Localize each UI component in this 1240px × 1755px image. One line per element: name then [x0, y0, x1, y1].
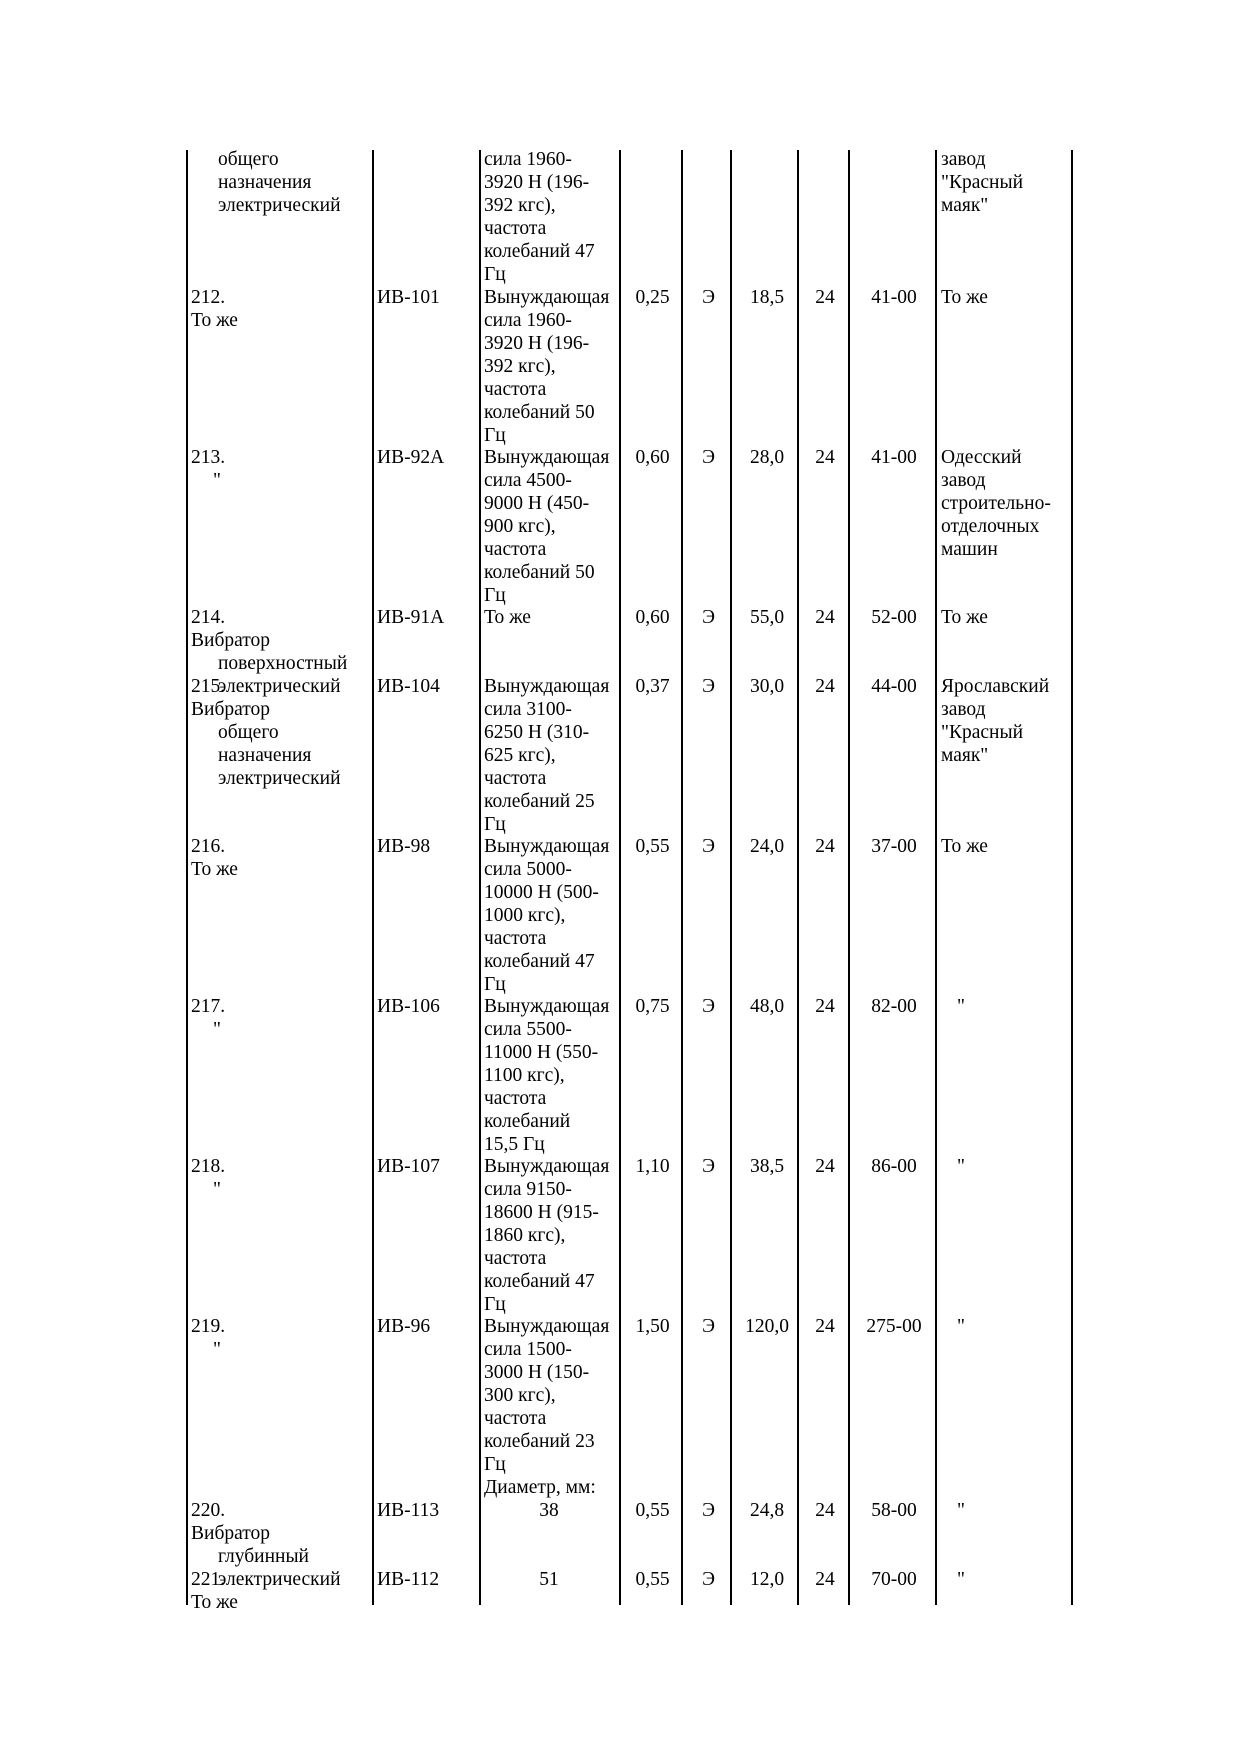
drive-type-cell: Э — [702, 836, 715, 857]
item-name-cell — [191, 835, 371, 881]
characteristics-line: 38 — [539, 1500, 559, 1521]
characteristics-line: Вынуждающая — [484, 1156, 610, 1177]
characteristics-line: сила 5500- — [484, 1019, 572, 1040]
power-cell: 0,75 — [635, 996, 670, 1017]
model-cell: ИВ-113 — [377, 1500, 440, 1521]
manufacturer-cell — [941, 675, 1071, 767]
characteristics-line: Вынуждающая — [484, 1316, 610, 1337]
column-rule — [730, 150, 732, 1605]
characteristics-line: частота — [484, 768, 547, 789]
quantity-cell: 24 — [815, 287, 835, 308]
model-cell: ИВ-98 — [377, 836, 431, 857]
model-cell: ИВ-106 — [377, 996, 440, 1017]
characteristics-cell — [484, 1499, 622, 1522]
drive-type-cell: Э — [702, 447, 715, 468]
manufacturer-cell — [941, 286, 1071, 309]
item-number: 215. — [191, 676, 226, 697]
power-cell: 0,55 — [635, 1500, 670, 1521]
quantity-cell: 24 — [815, 1156, 835, 1177]
characteristics-line: 51 — [539, 1569, 559, 1590]
characteristics-line: 15,5 Гц — [484, 1134, 545, 1155]
power-cell: 0,60 — [635, 607, 670, 628]
item-number: 216. — [191, 836, 226, 857]
characteristics-line: Гц — [484, 585, 506, 606]
mass-cell: 38,5 — [749, 1156, 785, 1177]
model-cell: ИВ-104 — [377, 676, 440, 697]
characteristics-line: 300 кгс), — [484, 1385, 556, 1406]
item-name-cell — [191, 675, 371, 790]
manufacturer-line: маяк" — [941, 745, 989, 766]
characteristics-line: 1860 кгс), — [484, 1225, 566, 1246]
column-rule — [1071, 150, 1073, 1605]
item-name-line: электрический — [218, 676, 341, 697]
drive-type-cell: Э — [702, 1316, 715, 1337]
mass-cell: 28,0 — [749, 447, 785, 468]
item-name-line: общего — [218, 722, 279, 743]
manufacturer-line: строительно- — [941, 493, 1051, 514]
item-name-line — [191, 446, 371, 492]
item-name-cell — [191, 1568, 371, 1614]
item-name-line — [191, 835, 371, 881]
power-cell: 0,55 — [635, 1569, 670, 1590]
characteristics-line: колебаний 50 — [484, 402, 595, 423]
item-name-cell — [191, 148, 371, 217]
item-number: 217. — [191, 996, 226, 1017]
characteristics-line: колебаний 25 — [484, 791, 595, 812]
model-cell: ИВ-101 — [377, 287, 440, 308]
characteristics-line: Вынуждающая — [484, 836, 610, 857]
drive-type-cell: Э — [702, 287, 715, 308]
characteristics-line: Вынуждающая — [484, 996, 610, 1017]
characteristics-line: сила 1960- — [484, 149, 572, 170]
item-name-text: Вибратор — [191, 630, 271, 651]
item-name-text: " — [213, 1019, 221, 1040]
item-name-text: " — [213, 1339, 221, 1360]
drive-type-cell: Э — [702, 1156, 715, 1177]
item-name-text: " — [213, 470, 221, 491]
power-cell: 0,55 — [635, 836, 670, 857]
characteristics-line: 392 кгс), — [484, 195, 556, 216]
characteristics-line: сила 1960- — [484, 310, 572, 331]
quantity-cell: 24 — [815, 1316, 835, 1337]
manufacturer-line: "Красный — [941, 722, 1023, 743]
item-number: 221. — [191, 1569, 226, 1590]
characteristics-line: сила 4500- — [484, 470, 572, 491]
mass-cell: 30,0 — [749, 676, 785, 697]
characteristics-line: Гц — [484, 425, 506, 446]
item-number: 213. — [191, 447, 226, 468]
power-cell: 1,10 — [635, 1156, 670, 1177]
manufacturer-line: завод — [941, 699, 986, 720]
quantity-cell: 24 — [815, 836, 835, 857]
item-name-text: То же — [191, 1592, 238, 1613]
power-cell: 0,25 — [635, 287, 670, 308]
item-name-cell — [191, 995, 371, 1041]
mass-cell: 48,0 — [749, 996, 785, 1017]
characteristics-line: 9000 Н (450- — [484, 493, 590, 514]
item-name-line: электрический — [218, 768, 341, 789]
manufacturer-line: Одесский — [941, 447, 1022, 468]
characteristics-line: 3920 Н (196- — [484, 333, 590, 354]
characteristics-line: 392 кгс), — [484, 356, 556, 377]
price-cell: 52-00 — [871, 607, 917, 628]
price-cell: 82-00 — [871, 996, 917, 1017]
manufacturer-line: Ярославский — [941, 676, 1050, 697]
mass-cell: 120,0 — [745, 1316, 789, 1337]
characteristics-line: сила 9150- — [484, 1179, 572, 1200]
characteristics-line: 1100 кгс), — [484, 1065, 565, 1086]
column-rule — [935, 150, 937, 1605]
item-name-line — [191, 1315, 371, 1361]
characteristics-line: частота — [484, 928, 547, 949]
item-name-text: Вибратор — [191, 699, 271, 720]
characteristics-line: Вынуждающая — [484, 447, 610, 468]
characteristics-line: сила 5000- — [484, 859, 572, 880]
quantity-cell: 24 — [815, 1569, 835, 1590]
item-number: 218. — [191, 1156, 226, 1177]
item-name-line — [191, 1568, 371, 1614]
characteristics-line: Гц — [484, 1294, 506, 1315]
characteristics-cell — [484, 148, 622, 286]
characteristics-line: колебаний 47 — [484, 1271, 595, 1292]
mass-cell: 18,5 — [749, 287, 785, 308]
characteristics-line: сила 1500- — [484, 1339, 572, 1360]
characteristics-cell — [484, 835, 622, 996]
characteristics-line: частота — [484, 539, 547, 560]
power-cell: 0,37 — [635, 676, 670, 697]
item-name-text: То же — [191, 310, 238, 331]
item-number: 220. — [191, 1500, 226, 1521]
characteristics-line: 18600 Н (915- — [484, 1202, 599, 1223]
manufacturer-line: завод — [941, 149, 986, 170]
manufacturer-line: То же — [941, 836, 988, 857]
manufacturer-line: машин — [941, 539, 998, 560]
characteristics-line: частота — [484, 1408, 547, 1429]
manufacturer-cell — [941, 606, 1071, 629]
manufacturer-line: " — [957, 1316, 965, 1337]
mass-cell: 24,0 — [749, 836, 785, 857]
item-name-line — [191, 1155, 371, 1201]
manufacturer-line: " — [957, 1500, 965, 1521]
mass-cell: 55,0 — [749, 607, 785, 628]
column-rule — [372, 150, 374, 1605]
characteristics-line: колебаний 23 — [484, 1431, 595, 1452]
model-cell: ИВ-107 — [377, 1156, 440, 1177]
quantity-cell: 24 — [815, 607, 835, 628]
mass-cell: 24,8 — [749, 1500, 785, 1521]
manufacturer-cell — [941, 995, 1071, 1018]
characteristics-line: частота — [484, 218, 547, 239]
characteristics-line: Вынуждающая — [484, 287, 610, 308]
drive-type-cell: Э — [702, 676, 715, 697]
characteristics-line: 10000 Н (500- — [484, 882, 599, 903]
characteristics-cell — [484, 1315, 622, 1476]
item-name-line — [191, 286, 371, 332]
price-cell: 44-00 — [871, 676, 917, 697]
manufacturer-line: " — [957, 996, 965, 1017]
column-rule — [797, 150, 799, 1605]
price-cell: 275-00 — [866, 1316, 922, 1337]
characteristics-line: колебаний 47 — [484, 951, 595, 972]
column-rule — [186, 150, 188, 1605]
item-name-cell — [191, 1155, 371, 1201]
item-name-line — [191, 675, 371, 721]
column-rule — [479, 150, 481, 1605]
price-cell: 70-00 — [871, 1569, 917, 1590]
model-cell: ИВ-91А — [377, 607, 445, 628]
characteristics-cell — [484, 446, 622, 607]
manufacturer-line: отделочных — [941, 516, 1040, 537]
characteristics-line: Гц — [484, 814, 506, 835]
manufacturer-cell — [941, 1499, 1071, 1522]
characteristics-line: То же — [484, 607, 531, 628]
characteristics-line: Гц — [484, 974, 506, 995]
manufacturer-cell — [941, 1155, 1071, 1178]
item-name-cell — [191, 286, 371, 332]
characteristics-line: Диаметр, мм: — [484, 1477, 596, 1498]
model-cell: ИВ-112 — [377, 1569, 440, 1590]
price-cell: 41-00 — [871, 287, 917, 308]
item-number: 214. — [191, 607, 226, 628]
manufacturer-cell — [941, 1568, 1071, 1591]
item-name-line: поверхностный — [218, 653, 348, 674]
item-name-text: " — [213, 1179, 221, 1200]
item-name-cell — [191, 446, 371, 492]
characteristics-line: частота — [484, 1088, 547, 1109]
characteristics-cell — [484, 995, 622, 1156]
drive-type-cell: Э — [702, 996, 715, 1017]
characteristics-line: 1000 кгс), — [484, 905, 566, 926]
item-name-line: электрический — [218, 195, 341, 216]
manufacturer-cell — [941, 446, 1071, 561]
characteristics-line: сила 3100- — [484, 699, 572, 720]
quantity-cell: 24 — [815, 996, 835, 1017]
characteristics-line: колебаний 50 — [484, 562, 595, 583]
item-name-text: Вибратор — [191, 1523, 271, 1544]
model-cell: ИВ-96 — [377, 1316, 431, 1337]
characteristics-line: 900 кгс), — [484, 516, 556, 537]
item-name-text: То же — [191, 859, 238, 880]
manufacturer-cell — [941, 835, 1071, 858]
characteristics-cell — [484, 1476, 622, 1499]
price-cell: 37-00 — [871, 836, 917, 857]
manufacturer-line: маяк" — [941, 195, 989, 216]
drive-type-cell: Э — [702, 1569, 715, 1590]
drive-type-cell: Э — [702, 1500, 715, 1521]
item-name-line: общего — [218, 149, 279, 170]
characteristics-line: 6250 Н (310- — [484, 722, 590, 743]
mass-cell: 12,0 — [749, 1569, 785, 1590]
item-name-line: электрический — [218, 1569, 341, 1590]
manufacturer-line: " — [957, 1156, 965, 1177]
manufacturer-line: завод — [941, 470, 986, 491]
manufacturer-cell — [941, 1315, 1071, 1338]
characteristics-cell — [484, 675, 622, 836]
item-name-cell — [191, 1315, 371, 1361]
characteristics-line: Вынуждающая — [484, 676, 610, 697]
characteristics-line: 3920 Н (196- — [484, 172, 590, 193]
characteristics-line: 625 кгс), — [484, 745, 556, 766]
column-rule — [848, 150, 850, 1605]
item-name-line — [191, 606, 371, 652]
characteristics-line: частота — [484, 1248, 547, 1269]
column-rule — [681, 150, 683, 1605]
manufacturer-line: То же — [941, 607, 988, 628]
characteristics-line: 11000 Н (550- — [484, 1042, 599, 1063]
quantity-cell: 24 — [815, 676, 835, 697]
quantity-cell: 24 — [815, 447, 835, 468]
characteristics-line: колебаний 47 — [484, 241, 595, 262]
manufacturer-line: "Красный — [941, 172, 1023, 193]
manufacturer-cell — [941, 148, 1071, 217]
characteristics-line: 3000 Н (150- — [484, 1362, 590, 1383]
power-cell: 1,50 — [635, 1316, 670, 1337]
item-name-line — [191, 995, 371, 1041]
characteristics-line: Гц — [484, 1454, 506, 1475]
characteristics-cell — [484, 606, 622, 629]
characteristics-cell — [484, 286, 622, 447]
price-cell: 41-00 — [871, 447, 917, 468]
price-cell: 86-00 — [871, 1156, 917, 1177]
item-name-line: назначения — [218, 172, 312, 193]
manufacturer-line: " — [957, 1569, 965, 1590]
power-cell: 0,60 — [635, 447, 670, 468]
characteristics-line: колебаний — [484, 1111, 571, 1132]
model-cell: ИВ-92А — [377, 447, 445, 468]
quantity-cell: 24 — [815, 1500, 835, 1521]
manufacturer-line: То же — [941, 287, 988, 308]
characteristics-line: Гц — [484, 264, 506, 285]
characteristics-cell — [484, 1568, 622, 1591]
item-number: 212. — [191, 287, 226, 308]
item-name-line: назначения — [218, 745, 312, 766]
characteristics-line: частота — [484, 379, 547, 400]
item-number: 219. — [191, 1316, 226, 1337]
item-name-line — [191, 1499, 371, 1545]
characteristics-cell — [484, 1155, 622, 1316]
drive-type-cell: Э — [702, 607, 715, 628]
price-cell: 58-00 — [871, 1500, 917, 1521]
item-name-line: глубинный — [218, 1546, 309, 1567]
